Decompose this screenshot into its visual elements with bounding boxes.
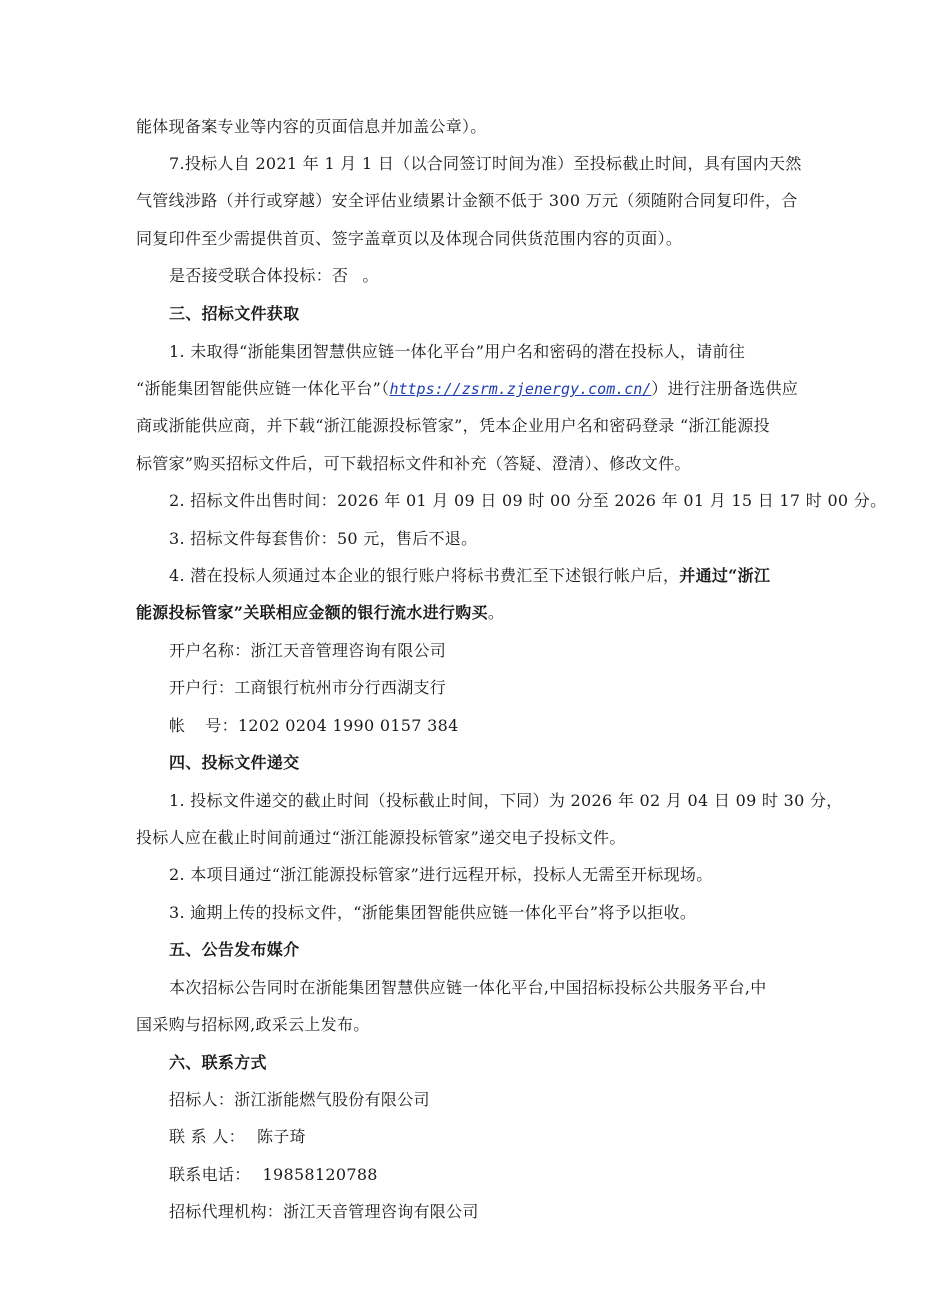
paragraph-line: 气管线涉路（并行或穿越）安全评估业绩累计金额不低于 300 万元（须随附合同复印件，合 — [136, 191, 798, 210]
bold-text: 能源投标管家”关联相应金额的银行流水进行购买 — [136, 603, 488, 622]
paragraph-line: 1. 投标文件递交的截止时间（投标截止时间，下同）为 2026 年 02 月 04 日 09 时 30 分， — [169, 791, 843, 810]
paragraph-line: 能体现备案专业等内容的页面信息并加盖公章）。 — [136, 117, 487, 136]
section-heading: 六、联系方式 — [169, 1053, 267, 1072]
text-span: 。 — [487, 603, 505, 622]
paragraph-line: 2. 招标文件出售时间：2026 年 01 月 09 日 09 时 00 分至 2026 年 01 月 15 日 17 时 00 分。 — [169, 491, 887, 510]
paragraph-line: 国采购与招标网,政采云上发布。 — [136, 1015, 370, 1034]
paragraph-line: 标管家”购买招标文件后，可下载招标文件和补充（答疑、澄清）、修改文件。 — [136, 454, 691, 473]
text-span: ）进行注册备选供应 — [651, 379, 799, 398]
paragraph-line — [169, 566, 809, 586]
paragraph-line: 2. 本项目通过“浙江能源投标管家”进行远程开标，投标人无需至开标现场。 — [169, 865, 713, 884]
account-number-line — [169, 716, 809, 736]
platform-link[interactable]: https://zsrm.zjenergy.com.cn/ — [389, 380, 652, 398]
account-bank: 开户行：工商银行杭州市分行西湖支行 — [169, 678, 447, 697]
joint-bid-label: 是否接受联合体投标： — [169, 266, 333, 285]
text-span: “浙能集团智能供应链一体化平台”（ — [136, 379, 390, 398]
paragraph-line: 本次招标公告同时在浙能集团智慧供应链一体化平台,中国招标投标公共服务平台,中 — [169, 978, 767, 997]
tenderer: 招标人：浙江浙能燃气股份有限公司 — [169, 1090, 430, 1109]
section-heading: 五、公告发布媒介 — [169, 940, 300, 959]
account-number-label: 帐 — [169, 716, 186, 735]
paragraph-line — [136, 379, 806, 399]
phone-label: 联系电话： — [169, 1165, 251, 1184]
paragraph-line: 1. 未取得“浙能集团智慧供应链一体化平台”用户名和密码的潜在投标人，请前往 — [169, 342, 746, 361]
account-number: 1202 0204 1990 0157 384 — [237, 716, 459, 735]
joint-bid-end: 。 — [362, 266, 379, 285]
paragraph-line: 7.投标人自 2021 年 1 月 1 日（以合同签订时间为准）至投标截止时间，具有国内天然 — [169, 154, 802, 173]
section-heading: 四、投标文件递交 — [169, 753, 300, 772]
agency: 招标代理机构：浙江天音管理咨询有限公司 — [169, 1202, 479, 1221]
section-heading: 三、招标文件获取 — [169, 304, 300, 323]
paragraph-line: 同复印件至少需提供首页、签字盖章页以及体现合同供货范围内容的页面）。 — [136, 229, 683, 248]
account-name: 开户名称：浙江天音管理咨询有限公司 — [169, 641, 447, 660]
bold-text: 并通过“浙江 — [679, 566, 771, 585]
phone-line — [169, 1165, 809, 1185]
paragraph-line: 3. 招标文件每套售价：50 元，售后不退。 — [169, 529, 478, 548]
phone-value: 19858120788 — [262, 1165, 378, 1184]
contact-line — [169, 1127, 809, 1147]
text-span: 4. 潜在投标人须通过本企业的银行账户将标书费汇至下述银行帐户后， — [169, 566, 680, 585]
paragraph-line: 3. 逾期上传的投标文件，“浙能集团智能供应链一体化平台”将予以拒收。 — [169, 903, 697, 922]
joint-bid-value: 否 — [332, 266, 349, 285]
contact-value: 陈子琦 — [256, 1127, 306, 1146]
contact-label: 联 系 人： — [169, 1127, 245, 1146]
account-number-label-2: 号： — [205, 716, 238, 735]
joint-bid-line — [169, 266, 809, 286]
paragraph-line: 商或浙能供应商，并下载“浙江能源投标管家”，凭本企业用户名和密码登录 “浙江能源投 — [136, 416, 770, 435]
paragraph-line — [136, 603, 806, 623]
paragraph-line: 投标人应在截止时间前通过“浙江能源投标管家”递交电子投标文件。 — [136, 828, 626, 847]
